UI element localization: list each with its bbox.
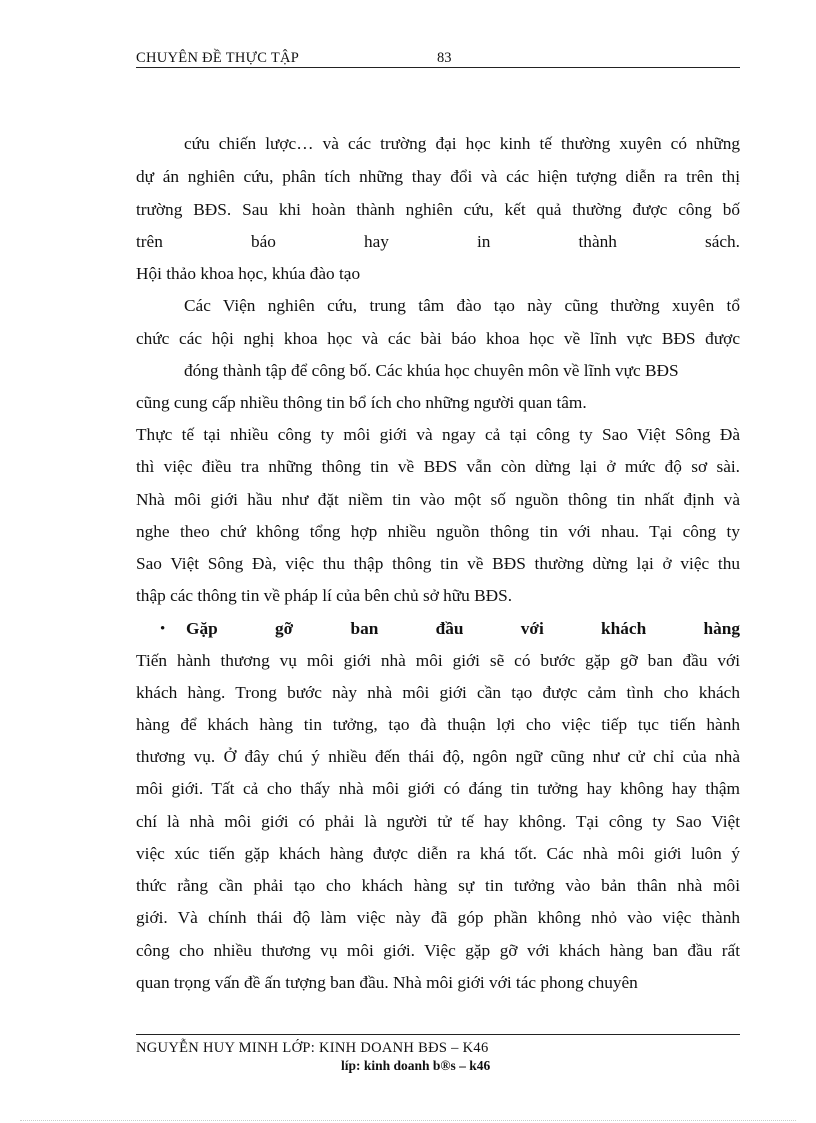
text-line: khách hàng. Trong bước này nhà môi giới cần tạo được cảm tình cho khách [136,683,740,702]
footer-class-line: líp: kinh doanh b®s – k46 [341,1058,491,1073]
text-line: thập các thông tin về pháp lí của bên chủ sở hữu BĐS. [136,586,513,605]
text-line: chức các hội nghị khoa học và các bài báo khoa học về lĩnh vực BĐS được [136,329,740,348]
bullet-icon: • [160,621,166,637]
text-line: dự án nghiên cứu, phân tích những thay đổi và các hiện tượng diễn ra trên thị [136,167,740,186]
subheading: Hội thảo khoa học, khúa đào tạo [136,264,361,283]
text-line: môi giới. Tất cả cho thấy nhà môi giới có đáng tin tưởng hay không hay thậm [136,779,740,798]
footer-author-line: NGUYỄN HUY MINH LỚP: KINH DOANH BĐS – K46 [136,1040,489,1056]
text-line: công cho nhiều thương vụ môi giới. Việc gặp gỡ với khách hàng ban đầu rất [136,941,740,960]
text-line: đóng thành tập để công bố. Các khúa học chuyên môn về lĩnh vực BĐS [184,361,679,380]
text-line: chí là nhà môi giới có phải là người tử tế hay không. Tại công ty Sao Việt [136,812,740,831]
text-line: thương vụ. Ở đây chú ý nhiều đến thái độ, ngôn ngữ cũng như cử chỉ của nhà [136,747,740,766]
page-bottom-dotted-border [20,1120,796,1121]
text-line: Các Viện nghiên cứu, trung tâm đào tạo này cũng thường xuyên tổ [184,296,740,315]
text-line: Thực tế tại nhiều công ty môi giới và ngay cả tại công ty Sao Việt Sông Đà [136,425,740,444]
text-line: trên báo hay in thành sách. [136,232,740,251]
text-line: cứu chiến lược… và các trường đại học kinh tế thường xuyên có những [184,134,740,153]
page-header [136,50,740,68]
text-line: hàng để khách hàng tin tưởng, tạo đà thuận lợi cho việc tiếp tục tiến hành [136,715,740,734]
bullet-heading-text: Gặp gỡ ban đầu với khách hàng [186,619,740,638]
footer-divider [136,1034,740,1035]
text-line: giới. Và chính thái độ làm việc này đã góp phần không nhỏ vào việc thành [136,908,740,927]
text-line: Sao Việt Sông Đà, việc thu thập thông tin về BĐS thường dừng lại ở việc thu [136,554,740,573]
text-line: thức rằng cần phải tạo cho khách hàng sự tin tưởng vào bản thân nhà môi [136,876,740,895]
text-line: nghe theo chứ không tổng hợp nhiều nguồn thông tin với nhau. Tại công ty [136,522,740,541]
page-number: 83 [437,50,452,66]
text-line: việc xúc tiến gặp khách hàng được diễn ra khá tốt. Các nhà môi giới luôn ý [136,844,740,863]
text-line: Nhà môi giới hầu như đặt niềm tin vào một số nguồn thông tin nhất định và [136,490,740,509]
header-divider [136,67,740,68]
header-title: CHUYÊN ĐỀ THỰC TẬP [136,50,300,66]
text-line: quan trọng vấn đề ấn tượng ban đầu. Nhà môi giới với tác phong chuyên [136,973,638,992]
text-line: trường BĐS. Sau khi hoàn thành nghiên cứu, kết quả thường được công bố [136,200,740,219]
text-line: thì việc điều tra những thông tin về BĐS vẫn còn dừng lại ở mức độ sơ sài. [136,457,740,476]
text-line: Tiến hành thương vụ môi giới nhà môi giới sẽ có bước gặp gỡ ban đầu với [136,651,740,670]
text-line: cũng cung cấp nhiều thông tin bổ ích cho những người quan tâm. [136,393,587,412]
